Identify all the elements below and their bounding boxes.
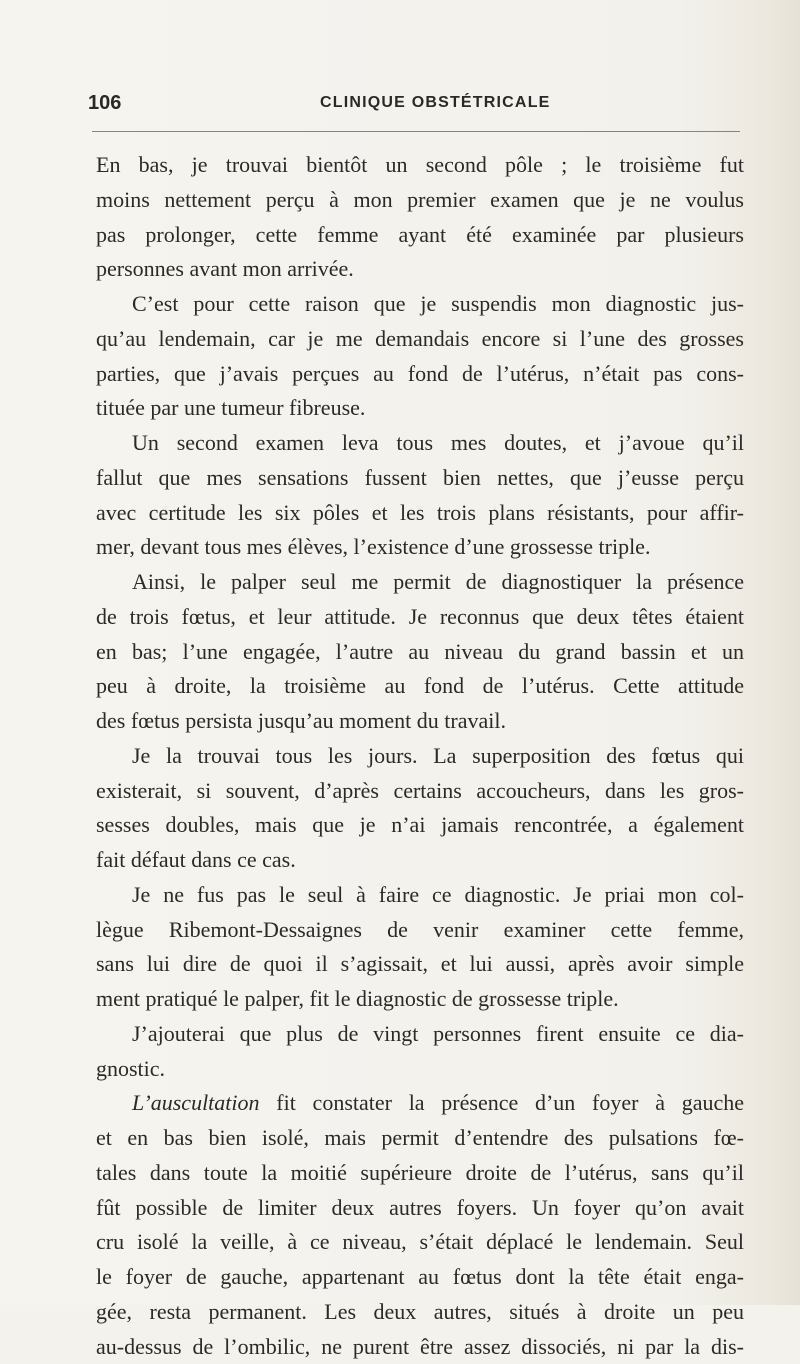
- text-line: ment pratiqué le palper, fit le diagnostic de grossesse triple.: [96, 982, 744, 1017]
- text-line: existerait, si souvent, d’après certains accoucheurs, dans les gros-: [96, 774, 744, 809]
- text-line: lègue Ribemont-Dessaignes de venir examiner cette femme,: [96, 913, 744, 948]
- text-line: fût possible de limiter deux autres foyers. Un foyer qu’on avait: [96, 1191, 744, 1226]
- text-line: et en bas bien isolé, mais permit d’entendre des pulsations fœ-: [96, 1121, 744, 1156]
- body-text: [96, 148, 744, 1364]
- text-line: fait défaut dans ce cas.: [96, 843, 744, 878]
- text-line: au-dessus de l’ombilic, ne purent être assez dissociés, ni par la dis-: [96, 1330, 744, 1364]
- text-line-rest: fit constater la présence d’un foyer à gauche: [276, 1090, 744, 1115]
- text-line: avec certitude les six pôles et les trois plans résistants, pour affir-: [96, 496, 744, 531]
- text-line: J’ajouterai que plus de vingt personnes firent ensuite ce dia-: [96, 1017, 744, 1052]
- page-number: 106: [88, 92, 121, 115]
- text-line: personnes avant mon arrivée.: [96, 252, 744, 287]
- text-line: sans lui dire de quoi il s’agissait, et lui aussi, après avoir simple: [96, 947, 744, 982]
- text-line: Je la trouvai tous les jours. La superposition des fœtus qui: [96, 739, 744, 774]
- text-line: des fœtus persista jusqu’au moment du travail.: [96, 704, 744, 739]
- text-line: tales dans toute la moitié supérieure droite de l’utérus, sans qu’il: [96, 1156, 744, 1191]
- text-line: gnostic.: [96, 1052, 744, 1087]
- text-line: parties, que j’avais perçues au fond de l’utérus, n’était pas cons-: [96, 357, 744, 392]
- text-line: mer, devant tous mes élèves, l’existence d’une grossesse triple.: [96, 530, 744, 565]
- text-line: Je ne fus pas le seul à faire ce diagnostic. Je priai mon col-: [96, 878, 744, 913]
- italic-lead: L’auscultation: [132, 1090, 260, 1115]
- text-line: en bas; l’une engagée, l’autre au niveau du grand bassin et un: [96, 635, 744, 670]
- text-line: tituée par une tumeur fibreuse.: [96, 391, 744, 426]
- text-line: de trois fœtus, et leur attitude. Je reconnus que deux têtes étaient: [96, 600, 744, 635]
- text-line: moins nettement perçu à mon premier examen que je ne voulus: [96, 183, 744, 218]
- text-line: En bas, je trouvai bientôt un second pôle ; le troisième fut: [96, 148, 744, 183]
- text-line: fallut que mes sensations fussent bien nettes, que j’eusse perçu: [96, 461, 744, 496]
- text-line: Ainsi, le palper seul me permit de diagnostiquer la présence: [96, 565, 744, 600]
- header-rule: [92, 131, 740, 132]
- text-line: [96, 1086, 744, 1121]
- text-line: gée, resta permanent. Les deux autres, situés à droite un peu: [96, 1295, 744, 1330]
- text-line: peu à droite, la troisième au fond de l’utérus. Cette attitude: [96, 669, 744, 704]
- text-line: pas prolonger, cette femme ayant été examinée par plusieurs: [96, 218, 744, 253]
- text-line: le foyer de gauche, appartenant au fœtus dont la tête était enga-: [96, 1260, 744, 1295]
- text-line: qu’au lendemain, car je me demandais encore si l’une des grosses: [96, 322, 744, 357]
- text-line: Un second examen leva tous mes doutes, et j’avoue qu’il: [96, 426, 744, 461]
- page-header: [88, 92, 738, 118]
- running-head: CLINIQUE OBSTÉTRICALE: [320, 94, 551, 112]
- text-line: C’est pour cette raison que je suspendis mon diagnostic jus-: [96, 287, 744, 322]
- text-line: sesses doubles, mais que je n’ai jamais rencontrée, a également: [96, 808, 744, 843]
- text-line: cru isolé la veille, à ce niveau, s’était déplacé le lendemain. Seul: [96, 1225, 744, 1260]
